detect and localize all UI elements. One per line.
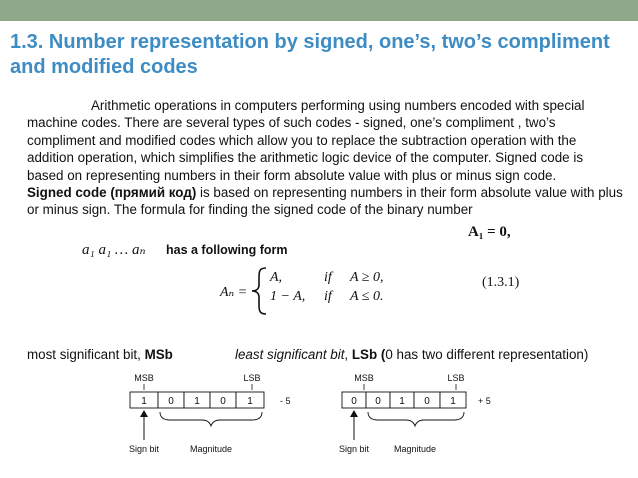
bit-value: 1 [247, 396, 253, 407]
formula-brace [252, 268, 266, 314]
formula-number: (1.3.1) [482, 275, 520, 290]
signed-code-paragraph [27, 184, 623, 219]
msb-label: most significant bit, MSb [27, 347, 173, 362]
diagram-positive-five [339, 373, 491, 454]
formula-a1: A₁ = 0, [468, 224, 511, 240]
bit-value: 0 [168, 396, 174, 407]
magnitude-brace [160, 412, 262, 426]
bit-value: 0 [375, 396, 381, 407]
formula-sequence: a₁ a₁ … aₙ [82, 242, 146, 258]
formula-case1-cond: A ≥ 0, [350, 270, 384, 285]
bit-value: 0 [424, 396, 430, 407]
formula-case2-cond: A ≤ 0. [350, 289, 384, 304]
sign-bit-label: Sign bit [128, 444, 160, 454]
bit-value: 1 [450, 396, 456, 407]
lsb-label: least significant bit, LSb (0 has two different representation) [235, 347, 589, 362]
msb-marker: MSB [354, 373, 374, 383]
bit-value: 1 [194, 396, 200, 407]
signed-code-term: Signed code (прямий код) [27, 185, 197, 200]
formula-case1-expr: A, [270, 270, 283, 285]
bit-value: 0 [220, 396, 226, 407]
formula-case2-expr: 1 − A, [270, 289, 306, 304]
formula-lhs: Aₙ = [220, 285, 248, 300]
slide-title: 1.3. Number representation by signed, one’s, two’s compliment and modified codes [10, 31, 610, 78]
intro-paragraph: Arithmetic operations in computers performing using numbers encoded with special machine codes. There are several types of such codes - signed, one’s compliment , two’s compliment and modified codes which allow you to replace the subtraction operation with the addition operation, which simplifies the arithmetic logic device of the computer. Signed code is based on representing numbers in their form absolute value with plus or minus sign code. [27, 98, 585, 183]
lsb-marker: LSB [243, 373, 261, 383]
magnitude-brace [368, 412, 464, 426]
bit-significance-labels [27, 346, 627, 363]
signed-bit-diagrams [110, 370, 510, 460]
magnitude-label: Magnitude [393, 444, 437, 454]
bit-value: 1 [141, 396, 147, 407]
signed-code-formula [60, 218, 620, 318]
number-value: - 5 [280, 396, 291, 406]
formula-case1-if: if [324, 270, 332, 285]
signed-code-description: is based on representing numbers in their form absolute value with plus or minus sign. The formula for finding the signed code of the binary number [27, 185, 623, 218]
number-value: + 5 [478, 396, 491, 406]
msb-marker: MSB [134, 373, 154, 383]
lsb-marker: LSB [447, 373, 465, 383]
diagram-negative-five [129, 373, 291, 454]
formula-has-form: has a following form [166, 243, 288, 257]
top-color-bar [0, 0, 638, 21]
magnitude-label: Magnitude [189, 444, 233, 454]
bit-value: 1 [399, 396, 405, 407]
formula-case2-if: if [324, 289, 332, 304]
bit-value: 0 [351, 396, 357, 407]
sign-bit-label: Sign bit [338, 444, 370, 454]
